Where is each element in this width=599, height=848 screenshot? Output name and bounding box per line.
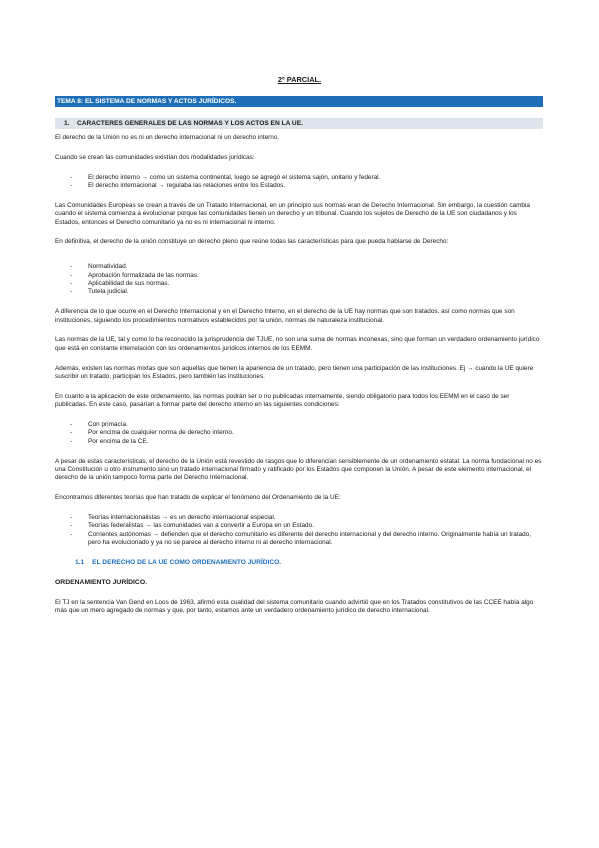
dash-icon: - <box>70 288 73 296</box>
dash-icon: - <box>70 437 73 445</box>
list-item: - El derecho internacional → regulaba las relaciones entre los Estados. <box>70 182 286 189</box>
section-title: CARACTERES GENERALES DE LAS NORMAS Y LOS ACTOS EN LA UE. <box>77 120 303 127</box>
paragraph: Cuando se crean las comunidades existían dos modalidades jurídicas: <box>55 153 255 161</box>
dash-icon: - <box>70 429 73 437</box>
section-heading <box>55 118 543 129</box>
paragraph: Las Comunidades Europeas se crean a través de un Tratado Internacional, en un principio sus normas eran de Derecho Internacional. Sin embargo, la cuestión cambia cuando el sistema comienza a evolucionar porque las comunidades tienen un derecho y un tribunal. Cuando los sujetos de Derecho de la UE son ciudadanos y los Estados, entonces el Derecho comunitario ya no es ni internacional ni interno. <box>55 201 530 226</box>
dash-icon: - <box>70 182 73 189</box>
paragraph: A diferencia de lo que ocurre en el Derecho Internacional y en el Derecho Interno, en el derecho de la UE hay normas que son tratados, así como normas que son instituciones, siguiendo los procedimientos normativos establecidos por la unión, normas de naturaleza institucional. <box>55 308 515 324</box>
bullet-list <box>55 421 543 446</box>
bullet-list <box>55 263 543 297</box>
list-item: - Teorías federalistas → las comunidades van a convertir a Europa en un Estado. <box>70 522 314 530</box>
document-body <box>55 134 543 627</box>
paragraph: A pesar de estas características, el derecho de la Unión está revestido de rasgos que lo diferencian sensiblemente de un ordenamiento estatal. La norma fundacional no es una Constitución u otro instrumento sino un tratado internacional firmado y ratificado por los Estados que componen la Unión. A pesar de este elemento internacional, el derecho de la unión tampoco forma parte del Derecho Internacional. <box>55 457 542 482</box>
bullet-list <box>55 174 543 191</box>
dash-icon: - <box>70 280 73 288</box>
subheading: ORDENAMIENTO JURÍDICO. <box>55 578 148 586</box>
dash-icon: - <box>70 271 73 279</box>
subsection-heading <box>55 559 543 567</box>
bullet-list <box>55 514 543 548</box>
section-number: 1. <box>64 120 70 127</box>
paragraph: El TJ en la sentencia Van Gend en Loos de 1963, afirmó esta cualidad del sistema comunitario cuando advirtió que en los Tratados constitutivos de las CCEE había algo más que un mero agregado de normas y que, por tanto, estamos ante un verdadero ordenamiento jurídico de derecho internacional. <box>55 598 534 615</box>
tema-heading: TEMA 8: EL SISTEMA DE NORMAS Y ACTOS JURÍDICOS. <box>55 96 543 107</box>
subsection-number: 1.1 <box>75 559 85 567</box>
subsection-title: EL DERECHO DE LA UE COMO ORDENAMIENTO JURÍDICO. <box>92 559 282 567</box>
dash-icon: - <box>70 530 73 538</box>
list-item: - El derecho interno → como un sistema continental, luego se agregó el sistema sajón, unitario y federal. <box>70 173 381 181</box>
dash-icon: - <box>70 522 73 530</box>
list-item: - Teorías internacionalistas → es un derecho internacional especial. <box>70 514 276 522</box>
list-item: - Aprobación formalizada de las normas. <box>70 271 199 279</box>
list-item: - Corrientes autónomas → defienden que el derecho comunitario es diferente del derecho internacional y del derecho interno. Originalmente había un tratado, pero ha evolucionado y ya no se parece al derecho interno ni al derecho internacional. <box>70 530 532 547</box>
paragraph: Las normas de la UE, tal y como lo ha reconocido la jurisprudencia del TJUE, no son una suma de normas inconexas, sino que forman un verdadero ordenamiento jurídico que está en constante interrelación con los ordenamientos jurídicos internos de los EEMM. <box>55 336 540 352</box>
list-item: - Normatividad. <box>70 263 128 271</box>
paragraph: Además, existen las normas mixtas que son aquellas que tienen la apariencia de un tratado, pero tienen una participación de las instituciones. Ej → cuando la UE quiere suscribir un tratado, participan los Estados, pero también las instituciones. <box>55 364 534 381</box>
page-title: 2º PARCIAL. <box>277 75 322 84</box>
paragraph: En definitiva, el derecho de la unión constituye un derecho pleno que reúne todas las características para que pueda hablarse de Derecho: <box>55 238 449 246</box>
list-item: - Por encima de la CE. <box>70 437 149 445</box>
paragraph: Encontramos diferentes teorías que han tratado de explicar el fenómeno del Ordenamiento de la UE: <box>55 494 341 502</box>
dash-icon: - <box>70 421 73 429</box>
list-item: - Por encima de cualquier norma de derecho interno. <box>70 429 234 437</box>
dash-icon: - <box>70 263 73 271</box>
list-item: - Aplicabilidad de sus normas. <box>70 280 170 288</box>
list-item: - Tutela judicial. <box>70 288 129 296</box>
paragraph: El derecho de la Unión no es ni un derecho internacional ni un derecho interno. <box>55 134 280 141</box>
dash-icon: - <box>70 173 73 181</box>
list-item: - Con primacía. <box>70 421 128 429</box>
dash-icon: - <box>70 514 73 522</box>
paragraph: En cuanto a la aplicación de este ordenamiento, las normas podrán ser o no publicadas internamente, siendo obligatorio para todos los EEMM en el caso de ser publicadas. En este caso, pasarían a formar parte del derecho interno en las siguientes condiciones: <box>55 392 510 409</box>
